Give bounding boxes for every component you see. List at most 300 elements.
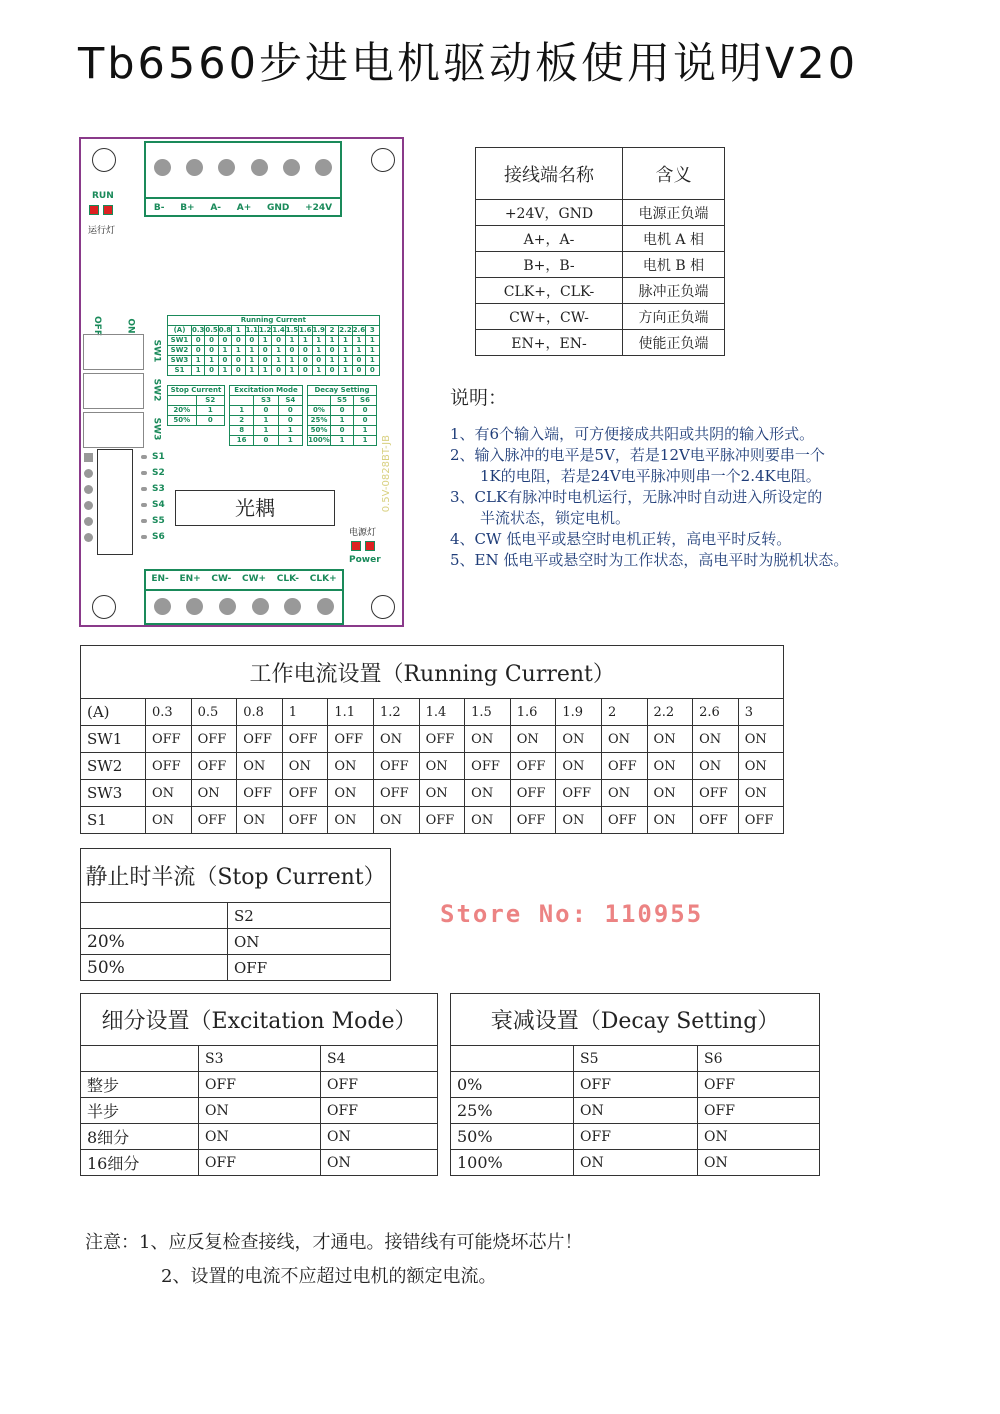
value-cell: ON	[146, 780, 192, 807]
mini-cell: 1	[278, 436, 302, 446]
value-cell: ON	[647, 780, 693, 807]
mount-hole-icon	[371, 595, 395, 619]
mini-cell: 8	[230, 426, 254, 436]
mini-cell: 1	[312, 336, 325, 346]
mini-row	[168, 336, 380, 346]
power-led-label: 电源灯	[349, 528, 377, 538]
mini-cell: S4	[278, 396, 302, 406]
table-row	[451, 1046, 820, 1072]
mini-cell: 3	[366, 326, 380, 336]
dip-label: SW1	[151, 339, 162, 363]
value-cell: 2.2	[647, 699, 693, 726]
row-label	[81, 1046, 199, 1072]
value-cell: 2	[601, 699, 647, 726]
mini-cell: 0.3	[192, 326, 205, 334]
note-item: 5、EN 低电平或悬空时为工作状态，高电平时为脱机状态。	[450, 551, 849, 569]
pad-icon	[141, 535, 147, 539]
table-title: 衰减设置（Decay Setting）	[451, 994, 820, 1046]
mini-cell: 1	[312, 346, 325, 356]
pad-icon	[141, 471, 147, 475]
ic-chip	[97, 449, 133, 555]
mini-cell: 1	[339, 336, 352, 346]
mini-cell: 25%	[308, 416, 331, 426]
silkscreen-stop-table	[167, 385, 225, 426]
value-cell: ON	[146, 807, 192, 834]
value-cell: ON	[738, 753, 784, 780]
table-row	[476, 304, 725, 330]
value-cell: OFF	[191, 726, 237, 753]
row-label: 50%	[81, 955, 228, 981]
mini-cell: 0	[278, 416, 302, 426]
value-cell: 1.6	[510, 699, 556, 726]
value-cell: S2	[228, 903, 391, 929]
terminal-label: CLK+	[309, 574, 337, 584]
mini-cell: 1	[352, 346, 365, 356]
mini-cell: 1	[218, 366, 231, 376]
pin-icon	[84, 469, 93, 478]
pin-icon	[84, 485, 93, 494]
value-cell: OFF	[282, 807, 328, 834]
row-label: 20%	[81, 929, 228, 955]
terminal-table	[475, 147, 725, 356]
mini-cell: 0	[196, 416, 225, 426]
table-row	[451, 1150, 820, 1176]
value-cell: 0.3	[146, 699, 192, 726]
mount-hole-icon	[92, 148, 116, 172]
pad-icon	[141, 455, 147, 459]
header-meaning: 含义	[623, 148, 725, 200]
value-cell: OFF	[510, 753, 556, 780]
mini-cell: 0	[218, 356, 231, 366]
switch-label-text: S2	[152, 468, 165, 478]
mini-cell: 1	[258, 366, 271, 376]
bottom-terminal-block	[144, 569, 344, 625]
power-label: Power	[349, 555, 381, 565]
warning-text: 1、应反复检查接线，才通电。接错线有可能烧坏芯片！	[139, 1232, 583, 1253]
mini-cell: 1.6	[299, 326, 312, 334]
mini-cell: 0	[299, 346, 312, 356]
value-cell: ON	[698, 1124, 820, 1150]
mini-cell: 0	[258, 346, 271, 356]
terminal-screw-icon	[154, 159, 171, 176]
mini-row	[308, 406, 377, 416]
terminal-screw-icon	[252, 598, 269, 615]
row-label: 半步	[81, 1098, 199, 1124]
mini-cell: 1	[325, 336, 338, 346]
mini-cell: 1	[272, 356, 285, 366]
value-cell: 0.5	[191, 699, 237, 726]
value-cell: S3	[199, 1046, 321, 1072]
mini-cell: 1	[196, 406, 225, 416]
meaning-cell: 电源正负端	[623, 200, 725, 226]
table-row	[476, 252, 725, 278]
mini-cell: 0.5	[205, 326, 218, 334]
terminal-cell: B+，B-	[476, 252, 623, 278]
mini-cell: 0	[192, 346, 205, 356]
value-cell: ON	[693, 726, 739, 753]
mini-cell: 1	[352, 336, 365, 346]
terminal-label: B-	[153, 203, 165, 213]
value-cell: OFF	[282, 780, 328, 807]
mini-cell: 0%	[308, 406, 331, 416]
table-row	[476, 200, 725, 226]
value-cell: OFF	[574, 1124, 698, 1150]
value-cell: ON	[465, 807, 511, 834]
switch-label-text: S1	[152, 452, 165, 462]
value-cell: OFF	[465, 753, 511, 780]
note-item: 3、CLK有脉冲时电机运行，无脉冲时自动进入所设定的	[450, 488, 823, 506]
mini-cell: 0	[192, 336, 205, 346]
mini-cell: 1	[366, 346, 380, 356]
value-cell: 1	[282, 699, 328, 726]
mini-cell: S3	[254, 396, 278, 406]
mini-cell: 1	[339, 366, 352, 376]
meaning-cell: 电机 B 相	[623, 252, 725, 278]
value-cell: 0.8	[237, 699, 283, 726]
mini-cell: 1	[192, 366, 205, 376]
mini-cell: 1	[230, 406, 254, 416]
note-item: 1K的电阻，若是24V电平脉冲则串一个2.4K电阻。	[450, 467, 821, 485]
row-label: 8细分	[81, 1124, 199, 1150]
value-cell: OFF	[321, 1098, 438, 1124]
pin-icon	[84, 453, 93, 462]
value-cell: OFF	[191, 753, 237, 780]
mini-row	[168, 326, 380, 336]
switch-label	[141, 449, 165, 465]
table-row	[81, 1150, 438, 1176]
value-cell: 1.4	[419, 699, 465, 726]
table-row	[81, 1098, 438, 1124]
mini-title: Stop Current	[168, 386, 225, 396]
mini-row	[308, 426, 377, 436]
value-cell: ON	[510, 726, 556, 753]
terminal-label: +24V	[305, 203, 333, 213]
mini-title: Decay Setting	[308, 386, 377, 396]
mini-cell: 0.8	[218, 326, 232, 334]
optocoupler-label: 光耦	[175, 490, 335, 526]
table-title: 静止时半流（Stop Current）	[81, 849, 391, 903]
meaning-cell: 方向正负端	[623, 304, 725, 330]
terminal-screw-icon	[154, 598, 171, 615]
mini-cell: 0	[205, 336, 218, 346]
note-item: 1、有6个输入端，可方便接成共阳或共阴的输入形式。	[450, 425, 815, 443]
value-cell: OFF	[373, 753, 419, 780]
mini-cell	[308, 396, 331, 406]
pin-icon	[84, 517, 93, 526]
table-row	[81, 753, 784, 780]
mini-title: Running Current	[168, 316, 380, 326]
value-cell: ON	[465, 780, 511, 807]
value-cell: OFF	[237, 780, 283, 807]
note-item: 半流状态，锁定电机。	[450, 509, 631, 527]
mini-cell: 16	[230, 436, 254, 446]
mini-cell: S6	[354, 396, 377, 406]
row-label: 0%	[451, 1072, 574, 1098]
table-row	[81, 955, 391, 981]
value-cell: ON	[328, 807, 374, 834]
value-cell: ON	[738, 780, 784, 807]
notes-heading: 说明：	[450, 387, 508, 409]
note-item: 2、输入脉冲的电平是5V，若是12V电平脉冲则要串一个	[450, 446, 825, 464]
switch-label-text: S4	[152, 500, 165, 510]
terminal-screw-icon	[219, 598, 236, 615]
value-cell: ON	[228, 929, 391, 955]
mini-cell: 1	[339, 356, 352, 366]
terminal-label: EN+	[179, 574, 201, 584]
table-row	[81, 807, 784, 834]
terminal-cell: +24V，GND	[476, 200, 623, 226]
warning-label: 注意：	[85, 1232, 139, 1253]
table-row	[81, 726, 784, 753]
silkscreen-excitation-table	[229, 385, 303, 446]
mini-cell	[230, 396, 254, 406]
mini-cell: 1	[339, 346, 352, 356]
mini-cell: 1	[299, 336, 312, 346]
value-cell: S6	[698, 1046, 820, 1072]
mini-row	[230, 396, 303, 406]
mini-cell: 1	[331, 436, 354, 446]
table-title: 工作电流设置（Running Current）	[81, 646, 784, 699]
warning-2: 2、设置的电流不应超过电机的额定电流。	[161, 1266, 497, 1287]
value-cell: OFF	[328, 726, 374, 753]
title-row	[81, 646, 784, 699]
mini-cell: 1	[192, 356, 205, 366]
terminal-cell: EN+，EN-	[476, 330, 623, 356]
terminal-label: GND	[266, 203, 290, 213]
value-cell: OFF	[419, 807, 465, 834]
mini-cell: 1	[325, 356, 338, 366]
run-led-icon	[89, 205, 99, 215]
mini-cell: S1	[168, 366, 192, 376]
power-led-icon	[351, 541, 361, 551]
mini-cell: 0	[285, 346, 298, 356]
notes-section	[450, 383, 848, 571]
mini-cell: 1	[218, 346, 231, 356]
value-cell: 1.5	[465, 699, 511, 726]
value-cell: 2.6	[693, 699, 739, 726]
value-cell: ON	[237, 807, 283, 834]
mini-row	[168, 346, 380, 356]
table-row	[476, 278, 725, 304]
terminal-label: A-	[210, 203, 222, 213]
value-cell: ON	[191, 780, 237, 807]
mini-cell: S5	[331, 396, 354, 406]
mini-title-row	[168, 316, 380, 326]
terminal-cell: CLK+，CLK-	[476, 278, 623, 304]
value-cell: OFF	[693, 780, 739, 807]
mini-cell: 0	[299, 366, 312, 376]
header-terminal-name: 接线端名称	[476, 148, 623, 200]
mini-cell: 0	[325, 366, 338, 376]
mini-cell: 0	[278, 406, 302, 416]
mini-cell: 1	[312, 366, 325, 376]
row-label: (A)	[81, 699, 146, 726]
meaning-cell: 电机 A 相	[623, 226, 725, 252]
row-label: 整步	[81, 1072, 199, 1098]
value-cell: OFF	[191, 807, 237, 834]
table-row	[81, 1046, 438, 1072]
on-label: ON	[125, 318, 136, 334]
value-cell: ON	[237, 753, 283, 780]
mini-cell: 100%	[308, 436, 330, 444]
terminal-screw-icon	[317, 598, 334, 615]
value-cell: OFF	[146, 726, 192, 753]
value-cell: ON	[373, 807, 419, 834]
value-cell: ON	[199, 1124, 321, 1150]
mini-cell: 1	[245, 356, 258, 366]
mini-row	[168, 396, 225, 406]
mini-cell: 1	[254, 426, 278, 436]
value-cell: ON	[556, 807, 602, 834]
run-label: RUN	[92, 191, 114, 201]
value-cell: OFF	[693, 807, 739, 834]
mini-cell: 1	[285, 366, 298, 376]
switch-label	[141, 465, 165, 481]
terminal-label: CW+	[241, 574, 267, 584]
table-title: 细分设置（Excitation Mode）	[81, 994, 438, 1046]
table-row	[81, 1124, 438, 1150]
row-label: SW1	[81, 726, 146, 753]
value-cell: ON	[556, 753, 602, 780]
row-label: 25%	[451, 1098, 574, 1124]
value-cell: ON	[574, 1098, 698, 1124]
mini-cell: 1	[366, 356, 380, 366]
switch-label-text: S3	[152, 484, 165, 494]
value-cell: S5	[574, 1046, 698, 1072]
meaning-cell: 使能正负端	[623, 330, 725, 356]
dip-label: SW2	[151, 378, 162, 402]
value-cell: S4	[321, 1046, 438, 1072]
mini-cell: 1	[245, 346, 258, 356]
mini-cell: 1	[366, 336, 380, 346]
run-led-icon	[103, 205, 113, 215]
value-cell: OFF	[698, 1072, 820, 1098]
value-cell: ON	[328, 753, 374, 780]
mini-cell: 0	[258, 356, 271, 366]
value-cell: OFF	[282, 726, 328, 753]
mini-cell: 1	[232, 326, 245, 336]
table-row	[451, 1072, 820, 1098]
row-label: S1	[81, 807, 146, 834]
mini-cell: 1.5	[285, 326, 299, 334]
table-row	[476, 226, 725, 252]
running-current-table	[80, 645, 784, 834]
version-text: 0.5V-0828BT-JB	[381, 435, 392, 513]
terminal-screw-icon	[251, 159, 268, 176]
mini-cell: 1	[278, 426, 302, 436]
mini-cell: 1	[354, 436, 377, 446]
dip-switch-sw2[interactable]	[83, 373, 144, 409]
value-cell: OFF	[419, 726, 465, 753]
title-row	[81, 849, 391, 903]
mini-cell: 0	[245, 336, 258, 346]
value-cell: OFF	[373, 780, 419, 807]
value-cell: ON	[647, 753, 693, 780]
value-cell: ON	[601, 780, 647, 807]
switch-label	[141, 529, 165, 545]
value-cell: OFF	[574, 1072, 698, 1098]
watermark: Store No: 110955	[440, 900, 704, 928]
mini-cell: 50%	[308, 426, 331, 436]
value-cell: ON	[738, 726, 784, 753]
stop-current-table	[80, 848, 391, 981]
power-led-icon	[365, 541, 375, 551]
row-label	[81, 903, 228, 929]
table-row	[81, 903, 391, 929]
decay-setting-table	[450, 993, 820, 1176]
dip-switch-sw1[interactable]	[83, 334, 144, 370]
table-row	[451, 1124, 820, 1150]
table-row	[81, 699, 784, 726]
row-label: SW3	[81, 780, 146, 807]
switch-label-text: S6	[152, 532, 165, 542]
mini-cell: 1	[258, 336, 271, 346]
terminal-screw-icon	[186, 598, 203, 615]
value-cell: OFF	[510, 780, 556, 807]
value-cell: OFF	[738, 807, 784, 834]
value-cell: ON	[419, 753, 465, 780]
value-cell: OFF	[199, 1150, 321, 1176]
dip-switch-sw3[interactable]	[83, 412, 144, 448]
switch-label	[141, 513, 165, 529]
mini-cell: 1	[285, 356, 298, 366]
value-cell: OFF	[321, 1072, 438, 1098]
mini-row	[168, 406, 225, 416]
silkscreen-decay-table	[307, 385, 377, 446]
mini-cell: SW3	[168, 356, 192, 366]
value-cell: ON	[693, 753, 739, 780]
mini-cell: 0	[232, 366, 245, 376]
value-cell: ON	[328, 780, 374, 807]
mini-cell: 2.6	[352, 326, 366, 334]
mini-cell: S2	[196, 396, 225, 406]
mini-cell: 0	[205, 346, 218, 356]
mount-hole-icon	[92, 595, 116, 619]
mini-cell: 1	[232, 346, 245, 356]
mini-cell: 1	[285, 336, 298, 346]
pad-icon	[141, 519, 147, 523]
warning-1	[85, 1228, 582, 1254]
mini-cell: 50%	[168, 416, 197, 426]
mini-cell: 0	[272, 366, 285, 376]
terminal-screw-icon	[186, 159, 203, 176]
mini-cell: 2	[230, 416, 254, 426]
value-cell: OFF	[601, 753, 647, 780]
terminal-cell: A+，A-	[476, 226, 623, 252]
terminal-label: CW-	[211, 574, 232, 584]
document-title: Tb6560步进电机驱动板使用说明V20	[78, 39, 859, 89]
mini-cell: 0	[205, 366, 218, 376]
value-cell: OFF	[510, 807, 556, 834]
value-cell: ON	[419, 780, 465, 807]
switch-label	[141, 497, 165, 513]
run-led-label: 运行灯	[88, 226, 116, 236]
mini-cell: 0	[352, 366, 365, 376]
pin-icon	[84, 501, 93, 510]
row-label: 100%	[451, 1150, 574, 1176]
excitation-mode-table	[80, 993, 438, 1176]
mini-row	[230, 436, 303, 446]
value-cell: ON	[373, 726, 419, 753]
meaning-cell: 脉冲正负端	[623, 278, 725, 304]
mini-title-row	[308, 386, 377, 396]
value-cell: 3	[738, 699, 784, 726]
terminal-screw-icon	[218, 159, 235, 176]
value-cell: ON	[199, 1098, 321, 1124]
mini-cell: 1	[254, 416, 278, 426]
mini-cell: 2.2	[339, 326, 352, 334]
value-cell: ON	[647, 807, 693, 834]
